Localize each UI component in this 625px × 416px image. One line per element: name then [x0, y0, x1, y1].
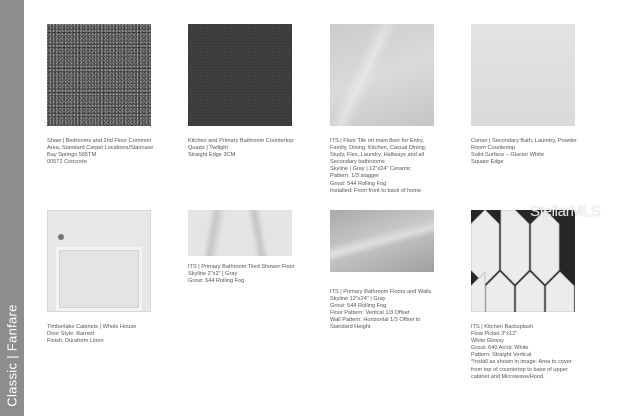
caption-line: Bay Springs 565TM — [47, 152, 97, 159]
caption-line: *Install as shown in image. Area to cover — [471, 359, 572, 366]
caption-line: from top of countertop to base of upper — [471, 366, 568, 373]
caption-line: Pattern: Straight Vertical — [471, 352, 532, 359]
caption-line: Quartz | Twilight — [188, 145, 228, 152]
caption-line: Installed: From front to back of home — [330, 187, 422, 194]
backsplash-caption — [471, 324, 596, 381]
mls-watermark: StellarMLS — [530, 203, 601, 220]
caption-line: cabinet and Microwave/Hood. — [471, 373, 545, 380]
caption-line: Room Countertop — [471, 145, 516, 152]
caption-line: Pattern: 1/3 stagger — [330, 173, 380, 180]
caption-line: Family, Dining, Kitchen, Casual Dining, — [330, 145, 427, 152]
caption-line: Area, Standard Carpet Locations/Staircase — [47, 145, 154, 152]
quartz-swatch — [188, 24, 292, 126]
caption-line: Door Style: Barnett — [47, 331, 95, 338]
caption-line: Floor Pattern: Vertical 1/3 Offset — [330, 310, 410, 317]
shower-floor-swatch — [188, 210, 292, 256]
caption-line: ITS | Kitchen Backsplash — [471, 324, 534, 330]
caption-line: Corian | Secondary Bath, Laundry, Powder — [471, 138, 577, 144]
carpet-caption — [47, 138, 172, 166]
carpet-swatch — [47, 24, 151, 126]
caption-line: Finish: Duraform Linen — [47, 338, 104, 345]
caption-line: ITS | Floor Tile on main floor for Entry, — [330, 138, 424, 144]
caption-line: Grout: 544 Rolling Fog — [330, 180, 387, 187]
caption-line: Wall Pattern: Horizontal 1/3 Offset to — [330, 317, 421, 324]
caption-line: Grout: 544 Rolling Fog — [188, 278, 245, 285]
caption-line: Standard Height — [330, 324, 371, 331]
primary-bath-floor-caption — [330, 289, 455, 332]
primary-bath-floor-swatch — [330, 210, 434, 272]
collection-label-text: Classic | Fanfare — [4, 303, 20, 407]
caption-line: ITS | Primary Bathroom Tiled Shower Floor — [188, 264, 295, 270]
collection-label — [0, 300, 24, 410]
corian-caption — [471, 138, 596, 166]
caption-line: Solid Surface – Glacier White — [471, 152, 545, 159]
cabinet-door-panel — [56, 247, 142, 311]
caption-line: Grout: 640 Arctic White — [471, 345, 529, 352]
floor-tile-caption — [330, 138, 455, 195]
caption-line: Study, Flex, Laundry, Hallways and all — [330, 152, 424, 159]
picket-tile-pattern — [471, 210, 575, 312]
caption-line: Grout: 544 Rolling Fog — [330, 303, 387, 310]
cabinets-caption — [47, 324, 172, 345]
cabinet-swatch — [47, 210, 151, 312]
caption-line: Kitchen and Primary Bathroom Countertop — [188, 138, 294, 144]
caption-line: Skyline 2"x2" | Gray — [188, 271, 238, 278]
caption-line: Skyline | Gray | 12"x24" Ceramic — [330, 166, 411, 173]
countertop-caption — [188, 138, 313, 159]
caption-line: Skyline 12"x24" | Gray — [330, 296, 386, 303]
caption-line: Timberlake Cabinets | Whole House — [47, 324, 137, 330]
caption-line: Straight Edge 3CM — [188, 152, 236, 159]
backsplash-swatch — [471, 210, 575, 312]
floor-tile-swatch — [330, 24, 434, 126]
cabinet-knob — [58, 234, 64, 240]
caption-line: Secondary bathrooms — [330, 159, 385, 166]
corian-swatch — [471, 24, 575, 126]
caption-line: Shaw | Bedrooms and 2nd Floor Common — [47, 138, 152, 144]
caption-line: ITS | Primary Bathroom Floors and Walls — [330, 289, 432, 295]
shower-floor-caption — [188, 264, 313, 285]
caption-line: Square Edge — [471, 159, 504, 166]
caption-line: Flow Picket 3"x12" — [471, 331, 518, 338]
caption-line: White Glossy — [471, 338, 504, 345]
caption-line: 00572 Concrete — [47, 159, 87, 166]
